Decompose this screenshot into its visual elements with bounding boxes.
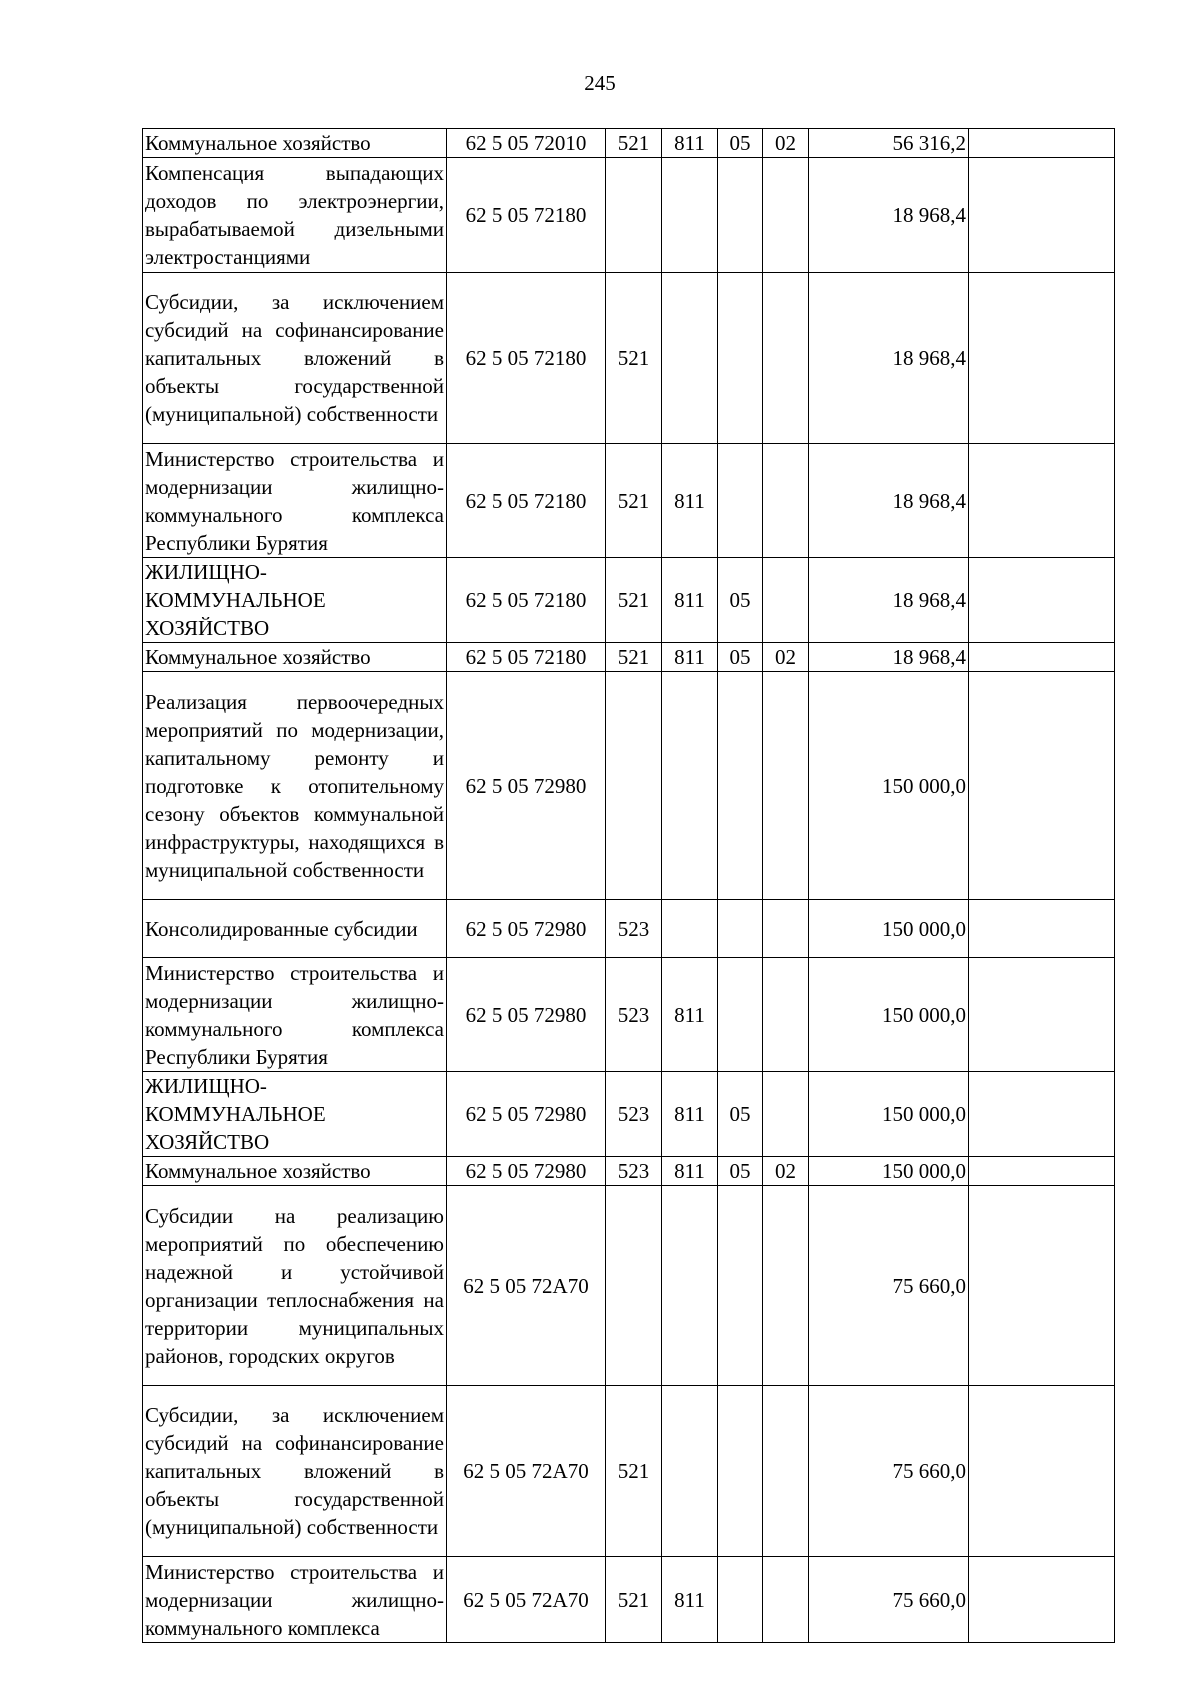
row-ministry: 811 [662, 1157, 718, 1186]
row-group: 523 [606, 900, 662, 958]
row-code: 62 5 05 72A70 [447, 1386, 606, 1557]
row-group: 521 [606, 558, 662, 643]
row-code: 62 5 05 72A70 [447, 1557, 606, 1643]
row-extra [969, 1557, 1115, 1643]
table-row [143, 1386, 1115, 1557]
row-extra [969, 158, 1115, 273]
row-section: 05 [718, 643, 763, 672]
row-subsection [763, 1557, 809, 1643]
row-amount: 56 316,2 [809, 129, 969, 158]
row-section [718, 900, 763, 958]
row-subsection [763, 444, 809, 558]
row-name: Субсидии, за исключением субсидий на софинансирование капитальных вложений в объекты государственной (муниципальной) собственности [143, 273, 447, 444]
row-group: 521 [606, 444, 662, 558]
row-group: 523 [606, 1072, 662, 1157]
row-amount: 150 000,0 [809, 1157, 969, 1186]
table-row [143, 129, 1115, 158]
row-section [718, 958, 763, 1072]
row-ministry: 811 [662, 643, 718, 672]
row-code: 62 5 05 72980 [447, 672, 606, 900]
row-name: Министерство строительства и модернизации жилищно-коммунального комплекса Республики Бурятия [143, 444, 447, 558]
row-amount: 150 000,0 [809, 958, 969, 1072]
row-amount: 75 660,0 [809, 1386, 969, 1557]
row-ministry [662, 900, 718, 958]
row-subsection [763, 158, 809, 273]
row-extra [969, 558, 1115, 643]
row-group: 523 [606, 958, 662, 1072]
row-amount: 18 968,4 [809, 273, 969, 444]
row-name: Реализация первоочередных мероприятий по модернизации, капитальному ремонту и подготовке к отопительному сезону объектов коммунальной инфраструктуры, находящихся в муниципальной собственности [143, 672, 447, 900]
row-amount: 18 968,4 [809, 158, 969, 273]
row-extra [969, 129, 1115, 158]
row-code: 62 5 05 72980 [447, 1072, 606, 1157]
row-name: Коммунальное хозяйство [143, 643, 447, 672]
row-code: 62 5 05 72010 [447, 129, 606, 158]
row-extra [969, 1186, 1115, 1386]
row-amount: 150 000,0 [809, 672, 969, 900]
row-amount: 150 000,0 [809, 1072, 969, 1157]
row-code: 62 5 05 72180 [447, 558, 606, 643]
budget-table [142, 128, 1115, 1643]
row-section [718, 1386, 763, 1557]
table-row [143, 558, 1115, 643]
row-name: Компенсация выпадающих доходов по электроэнергии, вырабатываемой дизельными электростанциями [143, 158, 447, 273]
table-row [143, 1072, 1115, 1157]
row-group [606, 158, 662, 273]
row-name: Коммунальное хозяйство [143, 1157, 447, 1186]
row-ministry [662, 1186, 718, 1386]
row-ministry [662, 273, 718, 444]
row-amount: 18 968,4 [809, 444, 969, 558]
row-ministry: 811 [662, 958, 718, 1072]
row-subsection: 02 [763, 643, 809, 672]
table-row [143, 444, 1115, 558]
table-row [143, 1157, 1115, 1186]
row-subsection [763, 1386, 809, 1557]
row-code: 62 5 05 72180 [447, 444, 606, 558]
row-subsection [763, 1072, 809, 1157]
row-group: 521 [606, 1557, 662, 1643]
row-section [718, 273, 763, 444]
table-row [143, 273, 1115, 444]
row-code: 62 5 05 72180 [447, 643, 606, 672]
row-extra [969, 672, 1115, 900]
row-ministry: 811 [662, 558, 718, 643]
row-code: 62 5 05 72180 [447, 158, 606, 273]
row-section [718, 1186, 763, 1386]
row-section [718, 672, 763, 900]
row-name: ЖИЛИЩНО-КОММУНАЛЬНОЕ ХОЗЯЙСТВО [143, 1072, 447, 1157]
row-subsection [763, 273, 809, 444]
row-extra [969, 1386, 1115, 1557]
row-name: Консолидированные субсидии [143, 900, 447, 958]
page-number: 245 [584, 71, 616, 95]
row-group: 523 [606, 1157, 662, 1186]
row-section [718, 1557, 763, 1643]
row-extra [969, 1157, 1115, 1186]
row-amount: 18 968,4 [809, 643, 969, 672]
row-group [606, 672, 662, 900]
row-name: Коммунальное хозяйство [143, 129, 447, 158]
row-subsection: 02 [763, 129, 809, 158]
row-group: 521 [606, 129, 662, 158]
row-amount: 75 660,0 [809, 1557, 969, 1643]
row-section: 05 [718, 1157, 763, 1186]
row-subsection [763, 1186, 809, 1386]
row-ministry: 811 [662, 129, 718, 158]
row-name: Министерство строительства и модернизации жилищно-коммунального комплекса [143, 1557, 447, 1643]
row-subsection [763, 958, 809, 1072]
row-code: 62 5 05 72A70 [447, 1186, 606, 1386]
row-section: 05 [718, 558, 763, 643]
row-name: Субсидии, за исключением субсидий на софинансирование капитальных вложений в объекты государственной (муниципальной) собственности [143, 1386, 447, 1557]
row-extra [969, 444, 1115, 558]
table-row [143, 672, 1115, 900]
table-row [143, 643, 1115, 672]
row-code: 62 5 05 72980 [447, 958, 606, 1072]
row-amount: 150 000,0 [809, 900, 969, 958]
row-subsection [763, 558, 809, 643]
row-section [718, 444, 763, 558]
table-row [143, 900, 1115, 958]
row-name: ЖИЛИЩНО-КОММУНАЛЬНОЕ ХОЗЯЙСТВО [143, 558, 447, 643]
row-ministry: 811 [662, 1557, 718, 1643]
row-amount: 18 968,4 [809, 558, 969, 643]
row-subsection: 02 [763, 1157, 809, 1186]
row-extra [969, 1072, 1115, 1157]
row-ministry [662, 158, 718, 273]
row-extra [969, 900, 1115, 958]
row-ministry: 811 [662, 444, 718, 558]
row-subsection [763, 672, 809, 900]
row-extra [969, 643, 1115, 672]
row-section: 05 [718, 129, 763, 158]
row-name: Субсидии на реализацию мероприятий по обеспечению надежной и устойчивой организации теплоснабжения на территории муниципальных районов, городских округов [143, 1186, 447, 1386]
row-group: 521 [606, 643, 662, 672]
row-name: Министерство строительства и модернизации жилищно-коммунального комплекса Республики Бурятия [143, 958, 447, 1072]
row-ministry [662, 672, 718, 900]
table-row [143, 1557, 1115, 1643]
table-row [143, 1186, 1115, 1386]
row-code: 62 5 05 72980 [447, 900, 606, 958]
row-code: 62 5 05 72180 [447, 273, 606, 444]
row-section: 05 [718, 1072, 763, 1157]
table-row [143, 158, 1115, 273]
row-ministry: 811 [662, 1072, 718, 1157]
table-row [143, 958, 1115, 1072]
row-group: 521 [606, 1386, 662, 1557]
row-subsection [763, 900, 809, 958]
row-extra [969, 958, 1115, 1072]
row-extra [969, 273, 1115, 444]
row-section [718, 158, 763, 273]
row-group [606, 1186, 662, 1386]
row-code: 62 5 05 72980 [447, 1157, 606, 1186]
row-ministry [662, 1386, 718, 1557]
row-amount: 75 660,0 [809, 1186, 969, 1386]
row-group: 521 [606, 273, 662, 444]
